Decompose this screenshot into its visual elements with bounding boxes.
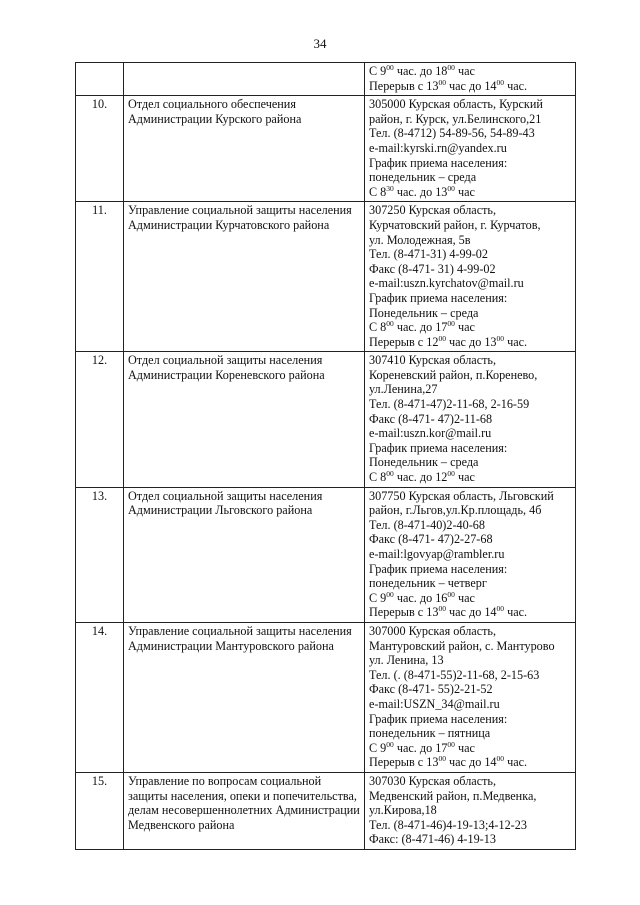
contact-info-line — [369, 218, 571, 233]
organization-cell — [124, 487, 365, 622]
contact-info-line — [369, 668, 571, 683]
contact-info-text: График приема населения: — [369, 290, 508, 305]
contact-info-line — [369, 803, 571, 818]
time-minutes-superscript: 00 — [496, 604, 505, 614]
row-number — [76, 63, 124, 96]
contact-info-text: 307030 Курская область, — [369, 773, 497, 788]
contact-info-text: e-mail:USZN_34@mail.ru — [369, 696, 500, 711]
contact-info-line — [369, 455, 571, 470]
contact-info-text: e-mail:kyrski.rn@yandex.ru — [369, 140, 507, 155]
contact-info-text: Кореневский район, п.Коренево, — [369, 367, 538, 382]
contact-info-line — [369, 64, 571, 79]
contact-info-text: С 8 — [369, 184, 387, 199]
time-minutes-superscript: 00 — [386, 739, 394, 749]
contact-info-line — [369, 712, 571, 727]
contact-info-text: 307000 Курская область, — [369, 623, 497, 638]
contact-info-text: час — [454, 184, 475, 199]
contact-info-line — [369, 382, 571, 397]
contact-info-text: Тел. (. (8-471-55)2-11-68, 2-15-63 — [369, 667, 540, 682]
contact-info-line — [369, 262, 571, 277]
contact-info-text: 307250 Курская область, — [369, 203, 497, 218]
contact-info-text: час до 14 — [445, 755, 497, 770]
time-minutes-superscript: 30 — [386, 183, 394, 193]
contact-info-text: ул.Кирова,18 — [369, 803, 437, 818]
contact-info-text: Мантуровский район, с. Мантурово — [369, 638, 555, 653]
time-minutes-superscript: 00 — [447, 739, 455, 749]
contact-info-line — [369, 156, 571, 171]
contact-info-line — [369, 233, 571, 248]
time-minutes-superscript: 00 — [447, 589, 455, 599]
contact-info-cell — [365, 202, 576, 352]
contact-info-text: понедельник – четверг — [369, 576, 487, 591]
table-row — [76, 202, 576, 352]
table-row — [76, 487, 576, 622]
contact-info-text: Тел. (8-471-31) 4-99-02 — [369, 247, 488, 262]
contact-info-line — [369, 320, 571, 335]
contact-info-text: С 8 — [369, 470, 387, 485]
organization-cell — [124, 622, 365, 772]
table-row — [76, 352, 576, 487]
contact-info-text: час. до 18 — [393, 64, 448, 78]
contact-info-text: Перерыв с 13 — [369, 605, 439, 620]
row-number: 12. — [76, 352, 124, 487]
contact-info-text: район, г. Курск, ул.Белинского,21 — [369, 111, 542, 126]
contact-info-line — [369, 697, 571, 712]
contact-info-line — [369, 682, 571, 697]
contact-info-text: час. до 12 — [393, 470, 448, 485]
contact-info-text: час — [454, 320, 475, 335]
contact-info-text: час. — [504, 334, 528, 349]
contact-info-cell — [365, 352, 576, 487]
contact-info-text: С 8 — [369, 320, 387, 335]
social-protection-offices-table — [75, 62, 576, 850]
contact-info-line — [369, 774, 571, 789]
time-minutes-superscript: 00 — [447, 469, 455, 479]
contact-info-line — [369, 185, 571, 200]
time-minutes-superscript: 00 — [386, 469, 394, 479]
contact-info-text: Перерыв с 13 — [369, 755, 439, 770]
contact-info-line — [369, 306, 571, 321]
contact-info-cell — [365, 487, 576, 622]
contact-info-line — [369, 79, 571, 94]
time-minutes-superscript: 00 — [447, 183, 455, 193]
contact-info-line — [369, 353, 571, 368]
organization-name: Управление социальной защиты населения Администрации Курчатовского района — [128, 203, 352, 232]
contact-info-text: С 9 — [369, 590, 387, 605]
organization-name: Управление по вопросам социальной защиты населения, опеки и попечительства, делам несовершеннолетних Администрации Медвенского района — [128, 773, 360, 832]
contact-info-cell — [365, 622, 576, 772]
contact-info-line — [369, 547, 571, 562]
contact-info-line — [369, 203, 571, 218]
contact-info-text: График приема населения: — [369, 711, 508, 726]
organization-cell — [124, 772, 365, 849]
contact-info-text: час. до 17 — [393, 740, 448, 755]
organization-name: Отдел социального обеспечения Администрации Курского района — [128, 97, 302, 126]
contact-info-text: час. — [504, 78, 528, 93]
row-number: 11. — [76, 202, 124, 352]
time-minutes-superscript: 00 — [386, 589, 394, 599]
contact-info-text: час до 14 — [445, 78, 497, 93]
contact-info-text: Факс (8-471- 55)2-21-52 — [369, 682, 493, 697]
contact-info-line — [369, 503, 571, 518]
contact-info-line — [369, 335, 571, 350]
contact-info-text: Тел. (8-4712) 54-89-56, 54-89-43 — [369, 126, 535, 141]
contact-info-line — [369, 368, 571, 383]
contact-info-text: час. до 17 — [393, 320, 448, 335]
organization-cell — [124, 352, 365, 487]
contact-info-line — [369, 426, 571, 441]
time-minutes-superscript: 00 — [386, 63, 394, 72]
contact-info-text: ул. Ленина, 13 — [369, 653, 444, 668]
contact-info-line — [369, 741, 571, 756]
time-minutes-superscript: 00 — [386, 319, 394, 329]
contact-info-text: e-mail:uszn.kyrchatov@mail.ru — [369, 276, 524, 291]
contact-info-text: Тел. (8-471-40)2-40-68 — [369, 517, 485, 532]
contact-info-cell — [365, 96, 576, 202]
contact-info-line — [369, 605, 571, 620]
contact-info-text: Медвенский район, п.Медвенка, — [369, 788, 537, 803]
contact-info-line — [369, 576, 571, 591]
contact-info-text: Факс (8-471- 47)2-11-68 — [369, 411, 493, 426]
contact-info-text: e-mail:lgovyap@rambler.ru — [369, 547, 505, 561]
contact-info-text: Факс (8-471- 31) 4-99-02 — [369, 261, 496, 276]
contact-info-text: Перерыв с 13 — [369, 78, 439, 93]
contact-info-text: час — [454, 740, 475, 755]
contact-info-line — [369, 518, 571, 533]
time-minutes-superscript: 00 — [496, 333, 505, 343]
contact-info-line — [369, 562, 571, 577]
contact-info-text: Факс (8-471- 47)2-27-68 — [369, 532, 493, 547]
contact-info-text: С 9 — [369, 64, 387, 78]
contact-info-cell — [365, 63, 576, 96]
contact-info-line — [369, 397, 571, 412]
organization-cell — [124, 202, 365, 352]
contact-info-text: 305000 Курская область, Курский — [369, 97, 543, 112]
page-number: 34 — [313, 36, 327, 51]
table-row — [76, 63, 576, 96]
contact-info-line — [369, 726, 571, 741]
time-minutes-superscript: 00 — [496, 754, 505, 764]
contact-info-line — [369, 653, 571, 668]
contact-info-text: Понедельник – среда — [369, 305, 479, 320]
contact-info-text: час — [454, 590, 475, 605]
contact-info-line — [369, 789, 571, 804]
row-number: 15. — [76, 772, 124, 849]
contact-info-text: час до 13 — [445, 334, 497, 349]
contact-info-line — [369, 832, 571, 847]
contact-info-text: час. — [504, 755, 528, 770]
table-row — [76, 772, 576, 849]
contact-info-text: час — [454, 64, 475, 78]
table-body — [76, 63, 576, 850]
contact-info-line — [369, 412, 571, 427]
contact-info-line — [369, 126, 571, 141]
contact-info-text: понедельник – среда — [369, 170, 477, 185]
contact-info-text: e-mail:uszn.kor@mail.ru — [369, 426, 492, 441]
row-number: 10. — [76, 96, 124, 202]
contact-info-line — [369, 170, 571, 185]
contact-info-text: 307410 Курская область, — [369, 353, 497, 368]
time-minutes-superscript: 00 — [438, 77, 446, 87]
time-minutes-superscript: 00 — [447, 63, 455, 72]
table-row — [76, 96, 576, 202]
contact-info-line — [369, 624, 571, 639]
contact-info-cell — [365, 772, 576, 849]
contact-info-text: 307750 Курская область, Льговский — [369, 488, 554, 503]
row-number: 14. — [76, 622, 124, 772]
contact-info-text: час — [454, 470, 475, 485]
contact-info-line — [369, 291, 571, 306]
contact-info-text: График приема населения: — [369, 561, 508, 576]
contact-info-text: Курчатовский район, г. Курчатов, — [369, 217, 541, 232]
contact-info-text: час до 14 — [445, 605, 497, 620]
table-row — [76, 622, 576, 772]
organization-cell — [124, 96, 365, 202]
contact-info-text: График приема населения: — [369, 440, 508, 455]
contact-info-line — [369, 441, 571, 456]
organization-name: Отдел социальной защиты населения Администрации Кореневского района — [128, 353, 325, 382]
contact-info-text: Тел. (8-471-46)4-19-13;4-12-23 — [369, 817, 527, 832]
contact-info-text: График приема населения: — [369, 155, 508, 170]
contact-info-line — [369, 755, 571, 770]
contact-info-text: ул. Молодежная, 5в — [369, 232, 471, 247]
time-minutes-superscript: 00 — [438, 604, 446, 614]
contact-info-text: ул.Ленина,27 — [369, 382, 438, 397]
contact-info-text: час. до 16 — [393, 590, 448, 605]
contact-info-text: понедельник – пятница — [369, 726, 491, 741]
contact-info-line — [369, 276, 571, 291]
contact-info-line — [369, 489, 571, 504]
row-number: 13. — [76, 487, 124, 622]
time-minutes-superscript: 00 — [447, 319, 455, 329]
contact-info-line — [369, 470, 571, 485]
contact-info-text: Понедельник – среда — [369, 455, 479, 470]
contact-info-line — [369, 112, 571, 127]
contact-info-text: Тел. (8-471-47)2-11-68, 2-16-59 — [369, 397, 530, 412]
organization-name: Управление социальной защиты населения Администрации Мантуровского района — [128, 623, 352, 653]
contact-info-text: район, г.Льгов,ул.Кр.площадь, 4б — [369, 503, 542, 518]
contact-info-text: Перерыв с 12 — [369, 334, 439, 349]
contact-info-text: час. — [504, 605, 528, 620]
contact-info-line — [369, 818, 571, 833]
organization-name: Отдел социальной защиты населения Администрации Льговского района — [128, 488, 323, 518]
time-minutes-superscript: 00 — [438, 333, 446, 343]
contact-info-line — [369, 141, 571, 156]
contact-info-line — [369, 639, 571, 654]
contact-info-text: Факс: (8-471-46) 4-19-13 — [369, 832, 496, 847]
contact-info-line — [369, 247, 571, 262]
contact-info-line — [369, 532, 571, 547]
time-minutes-superscript: 00 — [438, 754, 446, 764]
organization-cell — [124, 63, 365, 96]
contact-info-text: С 9 — [369, 740, 387, 755]
time-minutes-superscript: 00 — [496, 77, 505, 87]
contact-info-line — [369, 591, 571, 606]
contact-info-line — [369, 97, 571, 112]
contact-info-text: час. до 13 — [393, 184, 448, 199]
